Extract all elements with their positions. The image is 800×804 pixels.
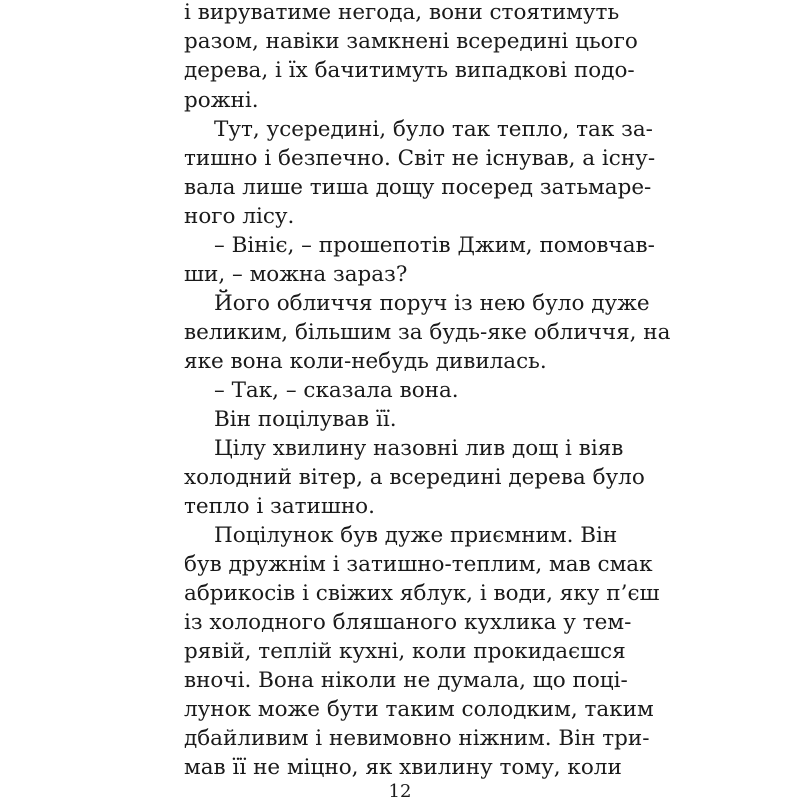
text-line: разом, навіки замкнені всередині цього xyxy=(184,29,638,54)
dialogue-line: – Так, – сказала вона. xyxy=(214,378,459,403)
text-line: дерева, і їх бачитимуть випадкові подо- xyxy=(184,58,635,83)
text-line: холодний вітер, а всередині дерева було xyxy=(184,465,645,490)
book-page xyxy=(184,0,671,800)
text-line: був дружнім і затишно-теплим, мав смак xyxy=(184,552,653,577)
text-line: рожні. xyxy=(184,88,259,113)
text-line: тишно і безпечно. Світ не існував, а існу- xyxy=(184,146,656,171)
text-line: тепло і затишно. xyxy=(184,494,375,519)
text-line: великим, більшим за будь-яке обличчя, на xyxy=(184,320,671,345)
text-line: абрикосів і свіжих яблук, і води, яку п’єш xyxy=(184,581,660,606)
text-line: вночі. Вона ніколи не думала, що поці- xyxy=(184,668,628,693)
text-line: вала лише тиша дощу посеред затьмаре- xyxy=(184,175,652,200)
paragraph-start-line: Тут, усередині, було так тепло, так за- xyxy=(214,117,653,142)
dialogue-line: – Вініє, – прошепотів Джим, помовчав- xyxy=(214,233,655,258)
text-line: із холодного бляшаного кухлика у тем- xyxy=(184,610,632,635)
paragraph-start-line: Його обличчя поруч із нею було дуже xyxy=(214,291,650,316)
text-line: рявій, теплій кухні, коли прокидаєшся xyxy=(184,639,626,664)
text-line: ного лісу. xyxy=(184,204,295,229)
page-number: 12 xyxy=(388,781,412,802)
text-line: лунок може бути таким солодким, таким xyxy=(184,697,654,722)
text-line: ши, – можна зараз? xyxy=(184,262,408,287)
text-line: дбайливим і невимовно ніжним. Він три- xyxy=(184,726,650,751)
text-line: мав її не міцно, як хвилину тому, коли xyxy=(184,755,622,780)
paragraph-start-line: Поцілунок був дуже приємним. Він xyxy=(214,523,618,548)
paragraph-start-line: Він поцілував її. xyxy=(214,407,397,432)
text-line: яке вона коли-небудь дивилась. xyxy=(184,349,547,374)
text-line: і вируватиме негода, вони стоятимуть xyxy=(184,0,620,25)
paragraph-start-line: Цілу хвилину назовні лив дощ і віяв xyxy=(214,436,624,461)
